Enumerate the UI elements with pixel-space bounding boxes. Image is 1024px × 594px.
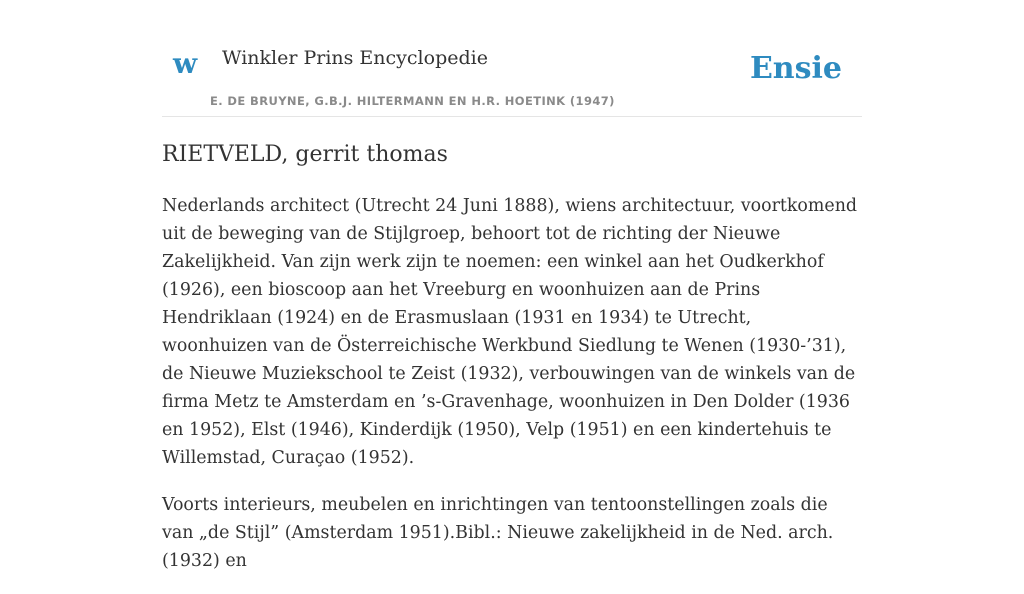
winkler-prins-logo[interactable]: w [173,47,198,80]
site-header [162,0,862,117]
source-authors: E. DE BRUYNE, G.B.J. HILTERMANN EN H.R. HOETINK (1947) [210,94,615,108]
entry-paragraph: Voorts interieurs, meubelen en inrichtingen van tentoonstellingen zoals die van „de Stijl” (Amsterdam 1951).Bibl.: Nieuwe zakelijkheid in de Ned. arch. (1932) en [162,495,834,571]
ensie-logo[interactable]: Ensie [749,51,842,86]
source-title[interactable]: Winkler Prins Encyclopedie [222,47,488,69]
entry-paragraph: Nederlands architect (Utrecht 24 Juni 1888), wiens architectuur, voortkomend uit de beweging van de Stijlgroep, behoort tot de richting der Nieuwe Zakelijkheid. Van zijn werk zijn te noemen: een winkel aan het Oudkerkhof (1926), een bioscoop aan het Vreeburg en woonhuizen aan de Prins Hendriklaan (1924) en de Erasmuslaan (1931 en 1934) te Utrecht, woonhuizen van de Österreichische Werkbund Siedlung te Wenen (1930-’31), de Nieuwe Muziekschool te Zeist (1932), verbouwingen van de winkels van de firma Metz te Amsterdam en ’s-Gravenhage, woonhuizen in Den Dolder (1936 en 1952), Elst (1946), Kinderdijk (1950), Velp (1951) en een kindertehuis te Willemstad, Curaçao (1952). [162,196,858,468]
entry-body [162,192,862,594]
entry-title: RIETVELD, gerrit thomas [162,142,448,167]
